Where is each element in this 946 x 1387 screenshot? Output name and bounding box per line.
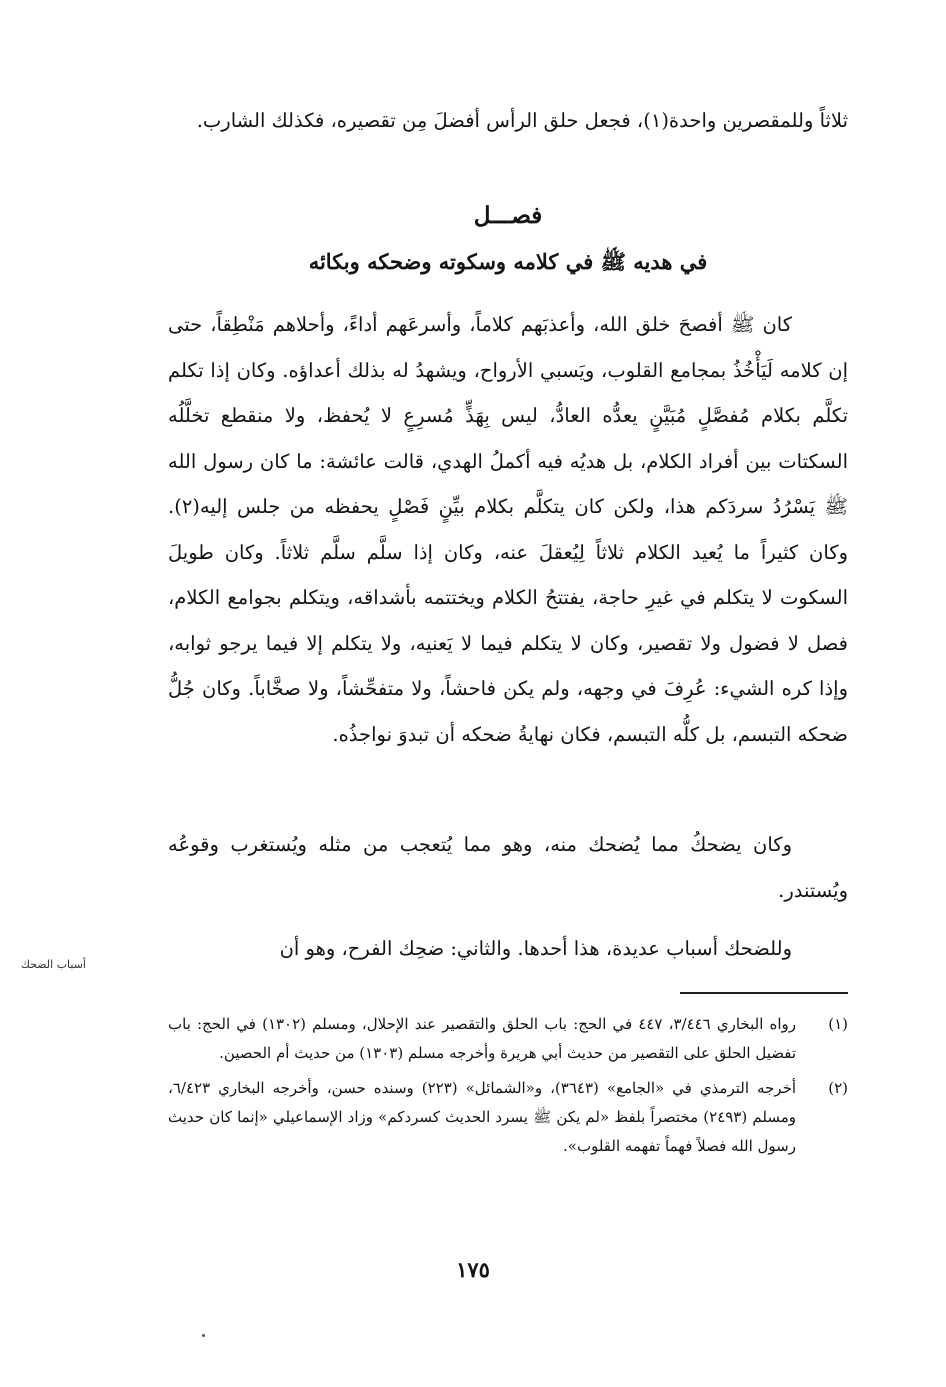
paragraph-text: وكان يضحكُ مما يُضحك منه، وهو مما يُتعجب من مثله ويُستغرب وقوعُه ويُستندر. bbox=[168, 833, 848, 902]
footnotes bbox=[168, 1010, 848, 1167]
footnote-divider bbox=[680, 992, 848, 994]
page-number: ١٧٥ bbox=[456, 1257, 490, 1282]
body-paragraph-1 bbox=[168, 302, 848, 757]
paragraph-text: كان ﷺ أفصحَ خلق الله، وأعذبَهم كلاماً، وأسرعَهم أداءً، وأحلاهم مَنْطِقاً، حتى إن كلامه لَيَأْخُذُ بمجامع القلوب، ويَسبي الأرواح، ويشهدُ له بذلك أعداؤه. وكان إذا تكلم تكلَّم بكلام مُفصَّلٍ مُبَيَّنٍ يعدُّه العادُّ، ليس بِهَذٍّ مُسرِعٍ لا يُحفظ، ولا منقطع تخلَّلُه السكتات بين أفراد الكلام، بل هديُه فيه أكملُ الهدي، قالت عائشة: ما كان رسول الله ﷺ يَسْرُدُ سردَكم هذا، ولكن كان يتكلَّم بكلام بيِّنٍ فَصْلٍ يحفظه من جلس إليه(٢). وكان كثيراً ما يُعيد الكلام ثلاثاً لِيُعقلَ عنه، وكان إذا سلَّم سلَّم ثلاثاً. وكان طويلَ السكوت لا يتكلم في غيرِ حاجة، يفتتحُ الكلام ويختتمه بأشداقه، ويتكلم بجوامع الكلام، فصل لا فضول ولا تقصير، وكان لا يتكلم فيما لا يَعنيه، ولا يتكلم إلا فيما يرجو ثوابه، وإذا كره الشيء: عُرِفَ في وجهه، ولم يكن فاحشاً، ولا متفحِّشاً، ولا صخَّاباً. وكان جُلُّ ضحكه التبسم، بل كلُّه التبسم، فكان نهايةُ ضحكه أن تبدوَ نواجذُه. bbox=[168, 313, 848, 746]
intro-paragraph bbox=[168, 98, 848, 144]
body-paragraph-2 bbox=[168, 822, 848, 913]
scan-speck bbox=[202, 1334, 205, 1337]
footnote-item bbox=[168, 1074, 848, 1161]
paragraph-text: وللضحك أسباب عديدة، هذا أحدها. والثاني: ضحِك الفرح، وهو أن bbox=[279, 937, 792, 960]
margin-note: أسباب الضحك bbox=[20, 958, 86, 971]
footnote-text: أخرجه الترمذي في «الجامع» (٣٦٤٣)، و«الشمائل» (٢٢٣) وسنده حسن، وأخرجه البخاري ٦/٤٢٣، ومسلم (٢٤٩٣) مختصراً بلفظ «لم يكن ﷺ يسرد الحديث كسردكم» وزاد الإسماعيلي «إنما كان حديث رسول الله فصلاً فهماً تفهمه القلوب». bbox=[168, 1079, 797, 1155]
intro-text: ثلاثاً وللمقصرين واحدة(١)، فجعل حلق الرأس أفضلَ مِن تقصيره، فكذلك الشارب. bbox=[196, 109, 848, 132]
footnote-item bbox=[168, 1010, 848, 1068]
footnote-number: (١) bbox=[828, 1015, 848, 1033]
body-paragraph-3 bbox=[168, 926, 848, 972]
section-heading: فصـــل bbox=[473, 202, 543, 229]
footnote-number: (٢) bbox=[828, 1079, 848, 1097]
section-subheading: في هديه ﷺ في كلامه وسكوته وضحكه وبكائه bbox=[308, 249, 708, 274]
footnote-text: رواه البخاري ٣/٤٤٦، ٤٤٧ في الحج: باب الحلق والتقصير عند الإحلال، ومسلم (١٣٠٢) في الحج: باب تفضيل الحلق على التقصير من حديث أبي هريرة وأخرجه مسلم (١٣٠٣) من حديث أم الحصين. bbox=[168, 1015, 797, 1062]
